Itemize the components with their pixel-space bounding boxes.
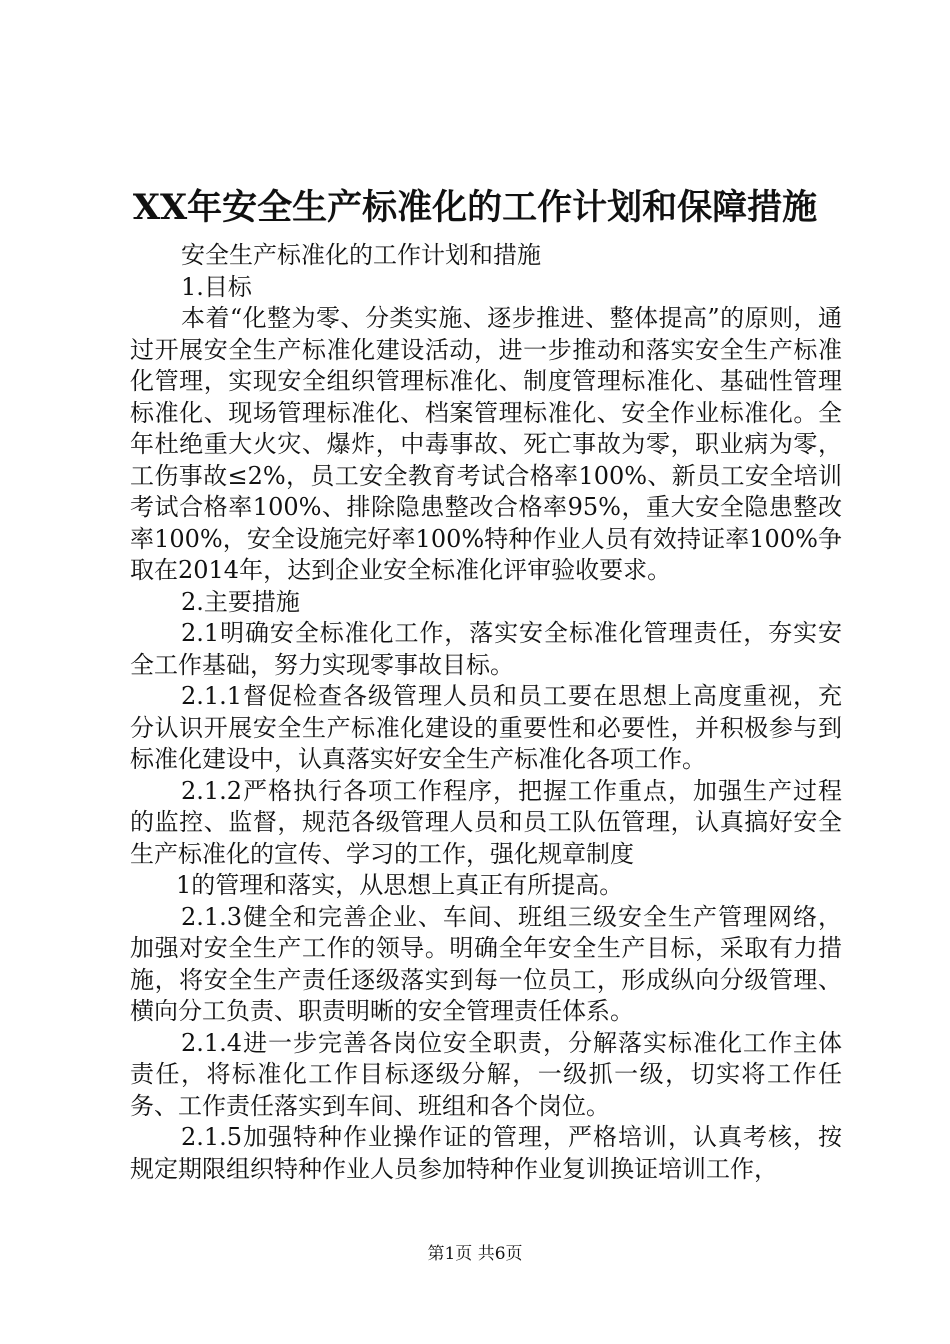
paragraph-2-1-1: 2.1.1督促检查各级管理人员和员工要在思想上高度重视，充分认识开展安全生产标准化建设的重要性和必要性，并积极参与到标准化建设中，认真落实好安全生产标准化各项工作。 (130, 682, 842, 773)
paragraph-continuation: 1的管理和落实，从思想上真正有所提高。 (176, 871, 624, 899)
document-body (130, 240, 842, 1185)
page-footer: 第1页 共6页 (427, 1244, 523, 1264)
paragraph-goal-text: 本着“化整为零、分类实施、逐步推进、整体提高”的原则，通过开展安全生产标准化建设活动，进一步推动和落实安全生产标准化管理，实现安全组织管理标准化、制度管理标准化、基础性管理标准化、现场管理标准化、档案管理标准化、安全作业标准化。全年杜绝重大火灾、爆炸，中毒事故、死亡事故为零，职业病为零，工伤事故≤2%，员工安全教育考试合格率100%、新员工安全培训考试合格率100%、排除隐患整改合格率95%，重大安全隐患整改率100%，安全设施完好率100%特种作业人员有效持证率100%争取在2014年，达到企业安全标准化评审验收要求。 (130, 304, 842, 584)
paragraph-2-1-2: 2.1.2严格执行各项工作程序，把握工作重点，加强生产过程的监控、监督，规范各级管理人员和员工队伍管理，认真搞好安全生产标准化的宣传、学习的工作，强化规章制度 (130, 776, 842, 868)
paragraph-2-1-5: 2.1.5加强特种作业操作证的管理，严格培训，认真考核，按规定期限组织特种作业人员参加特种作业复训换证培训工作， (130, 1123, 842, 1183)
paragraph-2-1-3: 2.1.3健全和完善企业、车间、班组三级安全生产管理网络，加强对安全生产工作的领导。明确全年安全生产目标，采取有力措施，将安全生产责任逐级落实到每一位员工，形成纵向分级管理、横向分工负责、职责明晰的安全管理责任体系。 (130, 902, 842, 1025)
paragraph-subtitle: 安全生产标准化的工作计划和措施 (181, 241, 541, 269)
paragraph-heading-goal: 1.目标 (181, 272, 252, 301)
paragraph-heading-measures: 2.主要措施 (181, 587, 300, 616)
document-title: XX年安全生产标准化的工作计划和保障措施 (132, 187, 818, 228)
paragraph-2-1-4: 2.1.4进一步完善各岗位安全职责，分解落实标准化工作主体责任，将标准化工作目标逐级分解，一级抓一级，切实将工作任务、工作责任落实到车间、班组和各个岗位。 (130, 1028, 842, 1120)
paragraph-2-1: 2.1明确安全标准化工作，落实安全标准化管理责任，夯实安全工作基础，努力实现零事故目标。 (130, 619, 842, 679)
